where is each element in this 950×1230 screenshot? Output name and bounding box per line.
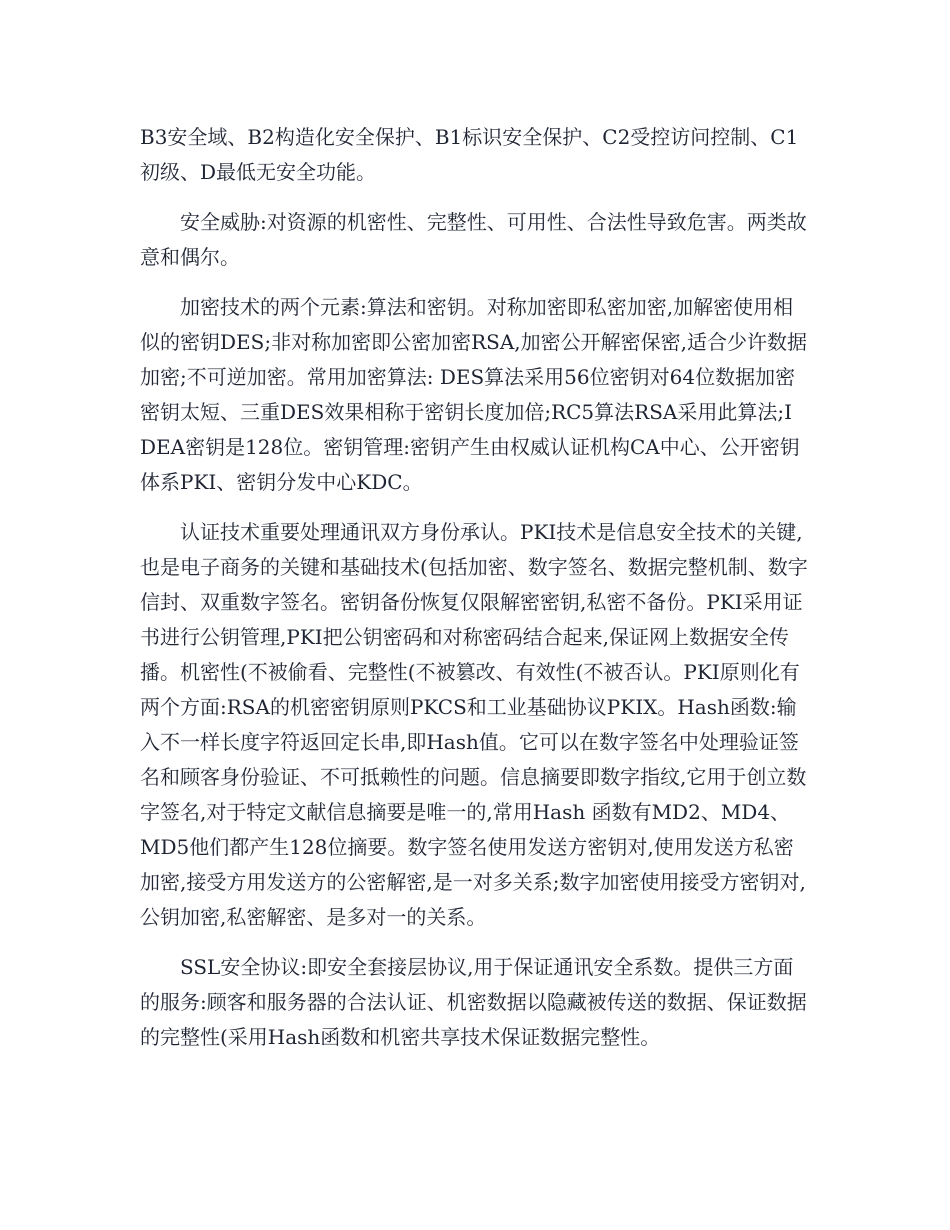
document-body: [140, 120, 808, 1070]
paragraph-security-levels: B3安全域、B2构造化安全保护、B1标识安全保护、C2受控访问控制、C1初级、D最低无安全功能。: [140, 125, 799, 184]
paragraph-encryption: 加密技术的两个元素:算法和密钥。对称加密即私密加密,加解密使用相似的密钥DES;非对称加密即公密加密RSA,加密公开解密保密,适合少许数据加密;不可逆加密。常用加密算法: DES算法采用56位密钥对64位数据加密密钥太短、三重DES效果相称于密钥长度加倍;RC5算法RSA采用此算法;IDEA密钥是128位。密钥管理:密钥产生由权威认证机构CA中心、公开密钥体系PKI、密钥分发中心KDC。: [140, 295, 807, 494]
paragraph-ssl-protocol: SSL安全协议:即安全套接层协议,用于保证通讯安全系数。提供三方面的服务:顾客和服务器的合法认证、机密数据以隐藏被传送的数据、保证数据的完整性(采用Hash函数和机密共享技术保证数据完整性。: [140, 955, 807, 1049]
paragraph-authentication-pki: 认证技术重要处理通讯双方身份承认。PKI技术是信息安全技术的关键,也是电子商务的关键和基础技术(包括加密、数字签名、数据完整机制、数字信封、双重数字签名。密钥备份恢复仅限解密密钥,私密不备份。PKI采用证书进行公钥管理,PKI把公钥密码和对称密码结合起来,保证网上数据安全传播。机密性(不被偷看、完整性(不被篡改、有效性(不被否认。PKI原则化有两个方面:RSA的机密密钥原则PKCS和工业基础协议PKIX。Hash函数:输入不一样长度字符返回定长串,即Hash值。它可以在数字签名中处理验证签名和顾客身份验证、不可抵赖性的问题。信息摘要即数字指纹,它用于创立数字签名,对于特定文献信息摘要是唯一的,常用Hash 函数有MD2、MD4、MD5他们都产生128位摘要。数字签名使用发送方密钥对,使用发送方私密加密,接受方用发送方的公密解密,是一对多关系;数字加密使用接受方密钥对,公钥加密,私密解密、是多对一的关系。: [140, 520, 808, 929]
paragraph-security-threats: 安全威胁:对资源的机密性、完整性、可用性、合法性导致危害。两类故意和偶尔。: [140, 210, 807, 269]
